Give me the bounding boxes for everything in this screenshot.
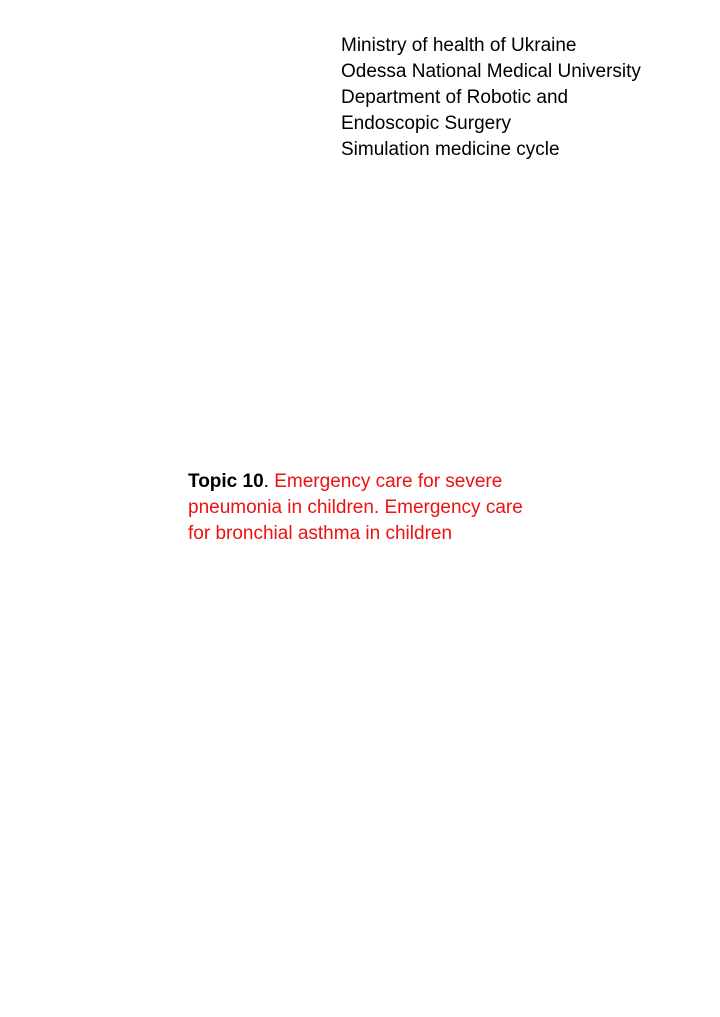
department-line-1: Department of Robotic and — [341, 87, 569, 108]
topic-heading — [188, 469, 528, 547]
topic-number: Topic 10 — [188, 471, 264, 492]
university-line: Odessa National Medical University — [341, 61, 641, 82]
cycle-line: Simulation medicine cycle — [341, 139, 560, 160]
topic-title: Emergency care for severe pneumonia in children. Emergency care for bronchial asthma in children — [188, 471, 523, 544]
department-line-2: Endoscopic Surgery — [341, 113, 512, 134]
topic-separator: . — [263, 471, 275, 492]
institution-header — [341, 33, 711, 163]
ministry-line: Ministry of health of Ukraine — [341, 35, 577, 56]
